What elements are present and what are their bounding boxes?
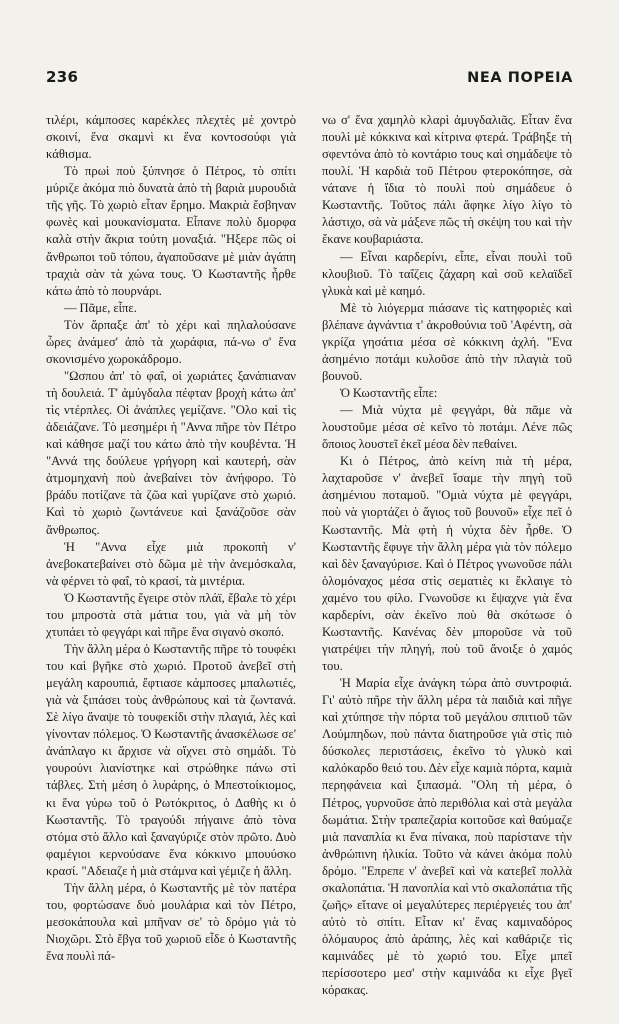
paragraph-dialogue: — Πᾶμε, εἶπε. — [64, 300, 137, 315]
column-left — [46, 112, 296, 965]
paragraph: "Ωσπου ἀπ' τὸ φαΐ, οἱ χωριάτες ξανάπιαναν τὴ δουλειά. Τ' ἀμύγδαλα πέφταν βροχὴ κάτω ἀπ' τὶς ντέρπλες. Οἱ ἀνάπλες γεμίζανε. "Ολο καὶ τὶς ἀδειάζανε. Τὸ μεσημέρι ἡ "Αννα πῆρε τὸν Πέτρο καὶ κάθησε μαζί του κάτω ἀπὸ τὴν κουβέντα. Ἡ "Αννά της δούλευε γρήγορη καὶ καυτερή, σὰν ἀτμομηχανὴ ποὺ ἀνεβαίνει τὸν ἀνήφορο. Τὸ βράδυ ποτίζανε τὰ ζῶα καὶ γυρίζανε στὸ χωριό. Καὶ τὸ χωριὸ ζωντάνευε καὶ ξανάζοῦσε σὰν ἄνθρωπος. — [46, 368, 296, 537]
paragraph: Τὸ πρωὶ ποὺ ξύπνησε ὁ Πέτρος, τὸ σπίτι μύριζε ἀκόμα πιὸ δυνατὰ ἀπὸ τὴ βαριὰ μυρουδιὰ τῆς γῆς. Τὸ χωριὸ εἶταν ἔρημο. Μακριὰ ἔσβηναν φωνὲς καὶ μουκανίσματα. Εἶπανε πολὺ δμορφα καλὰ στὴν ἄκρια τούτη μοναξιά. "Ηξερε πῶς οἱ ἄνθρωποι τοῦ τόπου, ἀγαποῦσανε μὲ μιὰν ἀγάπη τραχιὰ σὰν τὰ χώνα τους. Ὁ Κωσταντῆς ἦρθε κάτω ἀπὸ τὸ πουρνάρι. — [46, 164, 296, 298]
column-right — [322, 112, 572, 999]
page-header — [46, 68, 573, 86]
paragraph: Τὴν ἄλλη μέρα, ὁ Κωσταντῆς μὲ τὸν πατέρα του, φορτώσανε δυὸ μουλάρια καὶ τὸν Πέτρο, μεσοκάπουλα καὶ μπῆναν σε' τὸ δρόμο γιὰ τὸ Νιοχῶρι. Στὸ ἔβγα τοῦ χωριοῦ εἶδε ὁ Κωσταντῆς ἕνα πουλὶ πά- — [46, 880, 296, 964]
paragraph-dialogue: — Εἶναι καρδερίνι, εἶπε, εἶναι πουλὶ τοῦ κλουβιοῦ. Τὸ ταΐζεις ζάχαρη καὶ σοῦ κελαϊδεῖ γλυκὰ καὶ μὲ καημό. — [322, 249, 572, 298]
paragraph: Τὸν ἅρπαξε ἀπ' τὸ χέρι καὶ πηλαλούσανε ὦρες ἀνάμεσ' ἀπὸ τὰ χωράφια, πά-νω σ' ἕνα σκονισμένο χωροκάδρομο. — [46, 317, 296, 366]
running-head: ΝΕΑ ΠΟΡΕΙΑ — [467, 70, 573, 86]
text-columns — [46, 112, 573, 999]
paragraph: Ὁ Κωσταντῆς εἶπε: — [340, 386, 438, 400]
paragraph: τιλέρι, κάμποσες καρέκλες πλεχτὲς μὲ χοντρὸ σκοινί, ἕνα σκαμνὶ κι ἕνα κοντοσούφι γιὰ κάθισμα. — [46, 113, 296, 162]
paragraph: νω σ' ἕνα χαμηλὸ κλαρὶ ἀμυγδαλιᾶς. Εἶταν ἕνα πουλὶ μὲ κόκκινα καὶ κίτρινα φτερά. Τράβηξε τὴ σφεντόνα ἀπὸ τὸ κοντάριο τους καὶ σημάδεψε τὸ πουλί. Ἡ καρδιὰ τοῦ Πέτρου φτεροκόπησε, σὰ νάτανε ἡ ἴδια τὸ πουλὶ ποὺ σημάδευε ὁ Κωσταντῆς. Τοῦτος πάλι ἄφηκε λίγο λίγο τὸ λάστιχο, σὰ νὰ μάξενε πῶς τὴ σκέψη του καὶ τὴν ἔκανε κουβαριάστα. — [322, 113, 572, 247]
paragraph: Ὁ Κωσταντῆς ἔγειρε στὸν πλάϊ, ἔβαλε τὸ χέρι του μπροστὰ στὰ μάτια του, γιὰ νὰ μὴ τὸν χτυπάει τὸ φεγγάρι καὶ πῆρε ἕνα σιγανὸ σκοπό. — [46, 590, 296, 639]
paragraph: Ἡ "Αννα εἶχε μιὰ προκοπὴ ν' ἀνεβοκατεβαίνει στὸ δῶμα μὲ τὴν ἀνεμόσκαλα, νὰ φέρνει τὸ φαΐ, τὸ κρασί, τὰ μιντέρια. — [46, 539, 296, 588]
paragraph: Κι ὁ Πέτρος, ἀπὸ κείνη πιὰ τὴ μέρα, λαχταροῦσε ν' ἀνεβεῖ ἴσαμε τὴν πηγὴ τοῦ ἀσημένιου ποταμοῦ. "Ομιὰ νύχτα μὲ φεγγάρι, ποὺ νὰ γιορτάζει ὁ ἅγιος τοῦ βουνοῦ» εἶχε πεῖ ὁ Κωσταντῆς. Μὰ φτὴ ἡ νύχτα δὲν ἦρθε. Ὁ Κωσταντῆς ἔφυγε τὴν ἄλλη μέρα γιὰ τὸν πόλεμο καὶ δὲν ξαναγύρισε. Καὶ ὁ Πέτρος γνωνοῦσε πάλι ὁλομόναχος μέσα στὶς σεματιὲς κι ἔκλαιγε τὸ χαμένο του φίλο. Γνωνοῦσε κι ἔψαχνε γιὰ ἕνα καρδερίνι, σὰν ἐκεῖνο ποὺ θὰ σκότωσε ὁ Κωσταντῆς. Κανένας δὲν μποροῦσε νὰ τοῦ γιατρέψει τὴν πληγή, ποὺ τοῦ ἄνοιξε ὁ χαμός του. — [322, 454, 572, 673]
paragraph-dialogue: — Μιὰ νύχτα μὲ φεγγάρι, θὰ πᾶμε νὰ λουστοῦμε μέσα σὲ κεῖνο τὸ ποτάμι. Λένε πῶς ὅποιος λουστεῖ ἐκεῖ μέσα δὲν πεθαίνει. — [322, 403, 572, 452]
paragraph: Ἡ Μαρία εἶχε ἀνάγκη τώρα ἀπὸ συντροφιά. Γι' αὐτὸ πῆρε τὴν ἄλλη μέρα τὰ παιδιὰ καὶ πῆγε καὶ χτύπησε τὴν πόρτα τοῦ μεγάλου σπιτιοῦ τῶν Λούμπηδων, ποὺ πάντα διατηροῦσε γιὰ στὶς πιὸ δύσκολες περιστάσεις, ἐκεῖνο τὸ γλυκὸ καὶ καλόκαρδο θειό του. Δὲν εἶχε καμιὰ πόρτα, καμιὰ περηφάνεια καὶ ξιπασμά. "Ολη τὴ μέρα, ὁ Πέτρος, γυρνοῦσε ἀπὸ περιθόλια καὶ στὰ μεγάλα δωμάτια. Στὴν τραπεζαρία κοιτοῦσε καὶ θαύμαζε μιὰ παναπλία κι ἕνα πίνακα, ποὺ παρίστανε τὴν ἀνθρώπινη ἡλικία. Τοῦτο νὰ κάνει ἀκόμα πολὺ δρόμο. "Επρεπε ν' ἀνεβεῖ καὶ νὰ κατεβεῖ πολλὰ σκαλοπάτια. Ἡ πανοπλία καὶ ντὸ σκαλοπάτια τῆς ζωῆς» εἴτανε οἱ μεγαλύτερες περιέργειές του ἀπ' αὐτὸ τὸ σπίτι. Εἶταν κι' ἕνας καμιναδόρος ὁλόμαυρος ἀπὸ ἀράπης, λὲς καὶ καθάριζε τὶς καμινάδες μὲ τὸ χωριό του. Εἶχε μπεῖ περίσσοτερο μεσ' στὴν καμινάδα κι εἶχε βγεῖ κόρακας. — [322, 676, 572, 998]
page-number: 236 — [46, 68, 79, 86]
paragraph: Μὲ τὸ λιόγερμα πιάσανε τὶς κατηφοριὲς καὶ βλέπανε ἀγνάντια τ' ἀκροθούνια τοῦ 'Αφέντη, σὰ γκρίζα γησάτια μέσα σὲ κόκκινη ἀχλή. "Ενα ἀσημένιο ποτάμι κυλοῦσε ἀπὸ τὴν πλαγιὰ τοῦ βουνοῦ. — [322, 300, 572, 383]
paragraph: Τὴν ἄλλη μέρα ὁ Κωσταντῆς πῆρε τὸ τουφέκι του καὶ βγῆκε στὸ χωριό. Προτοῦ ἀνεβεῖ στὴ μεγάλη καρουπιά, ἔφτιασε κάμποσες μπαλωτιές, γιὰ νὰ ξιπάσει τοὺς ἀνθρώπους καὶ τὰ ζωντανά. Σὲ λίγο ἄναψε τὸ τουφεκίδι στὴν πλαγιά, λὲς καὶ γίνονταν πόλεμος. Ὁ Κωσταντῆς ἀνασκέλωσε σε' ἀνάπλαγο κι ἄρχισε νὰ οἴχνει στὸ σημάδι. Τὸ γουρούνι λιανίστηκε καὶ στρώθηκε πάνω στὶ τάβλες. Στὴ μέση ὁ λυράρης, ὁ Μπεστοίκιομος, κι ἕνα γύρω τοῦ ὁ Ρωτόκριτος, ὁ Δαθὴς κι ὁ Κωσταντῆς. Τὸ τραγούδι πήγαινε ἀπὸ τὸνα στόμα στὸ ἄλλο καὶ ξαναγύριζε στὸν πρῶτο. Δυὸ φαμέγιοι κερνούσανε ἕνα κόκκινο μπουύσκο κρασί. "Αδειαζε ἡ μιὰ στάμνα καὶ γέμιζε ἡ ἄλλη. — [46, 641, 296, 878]
